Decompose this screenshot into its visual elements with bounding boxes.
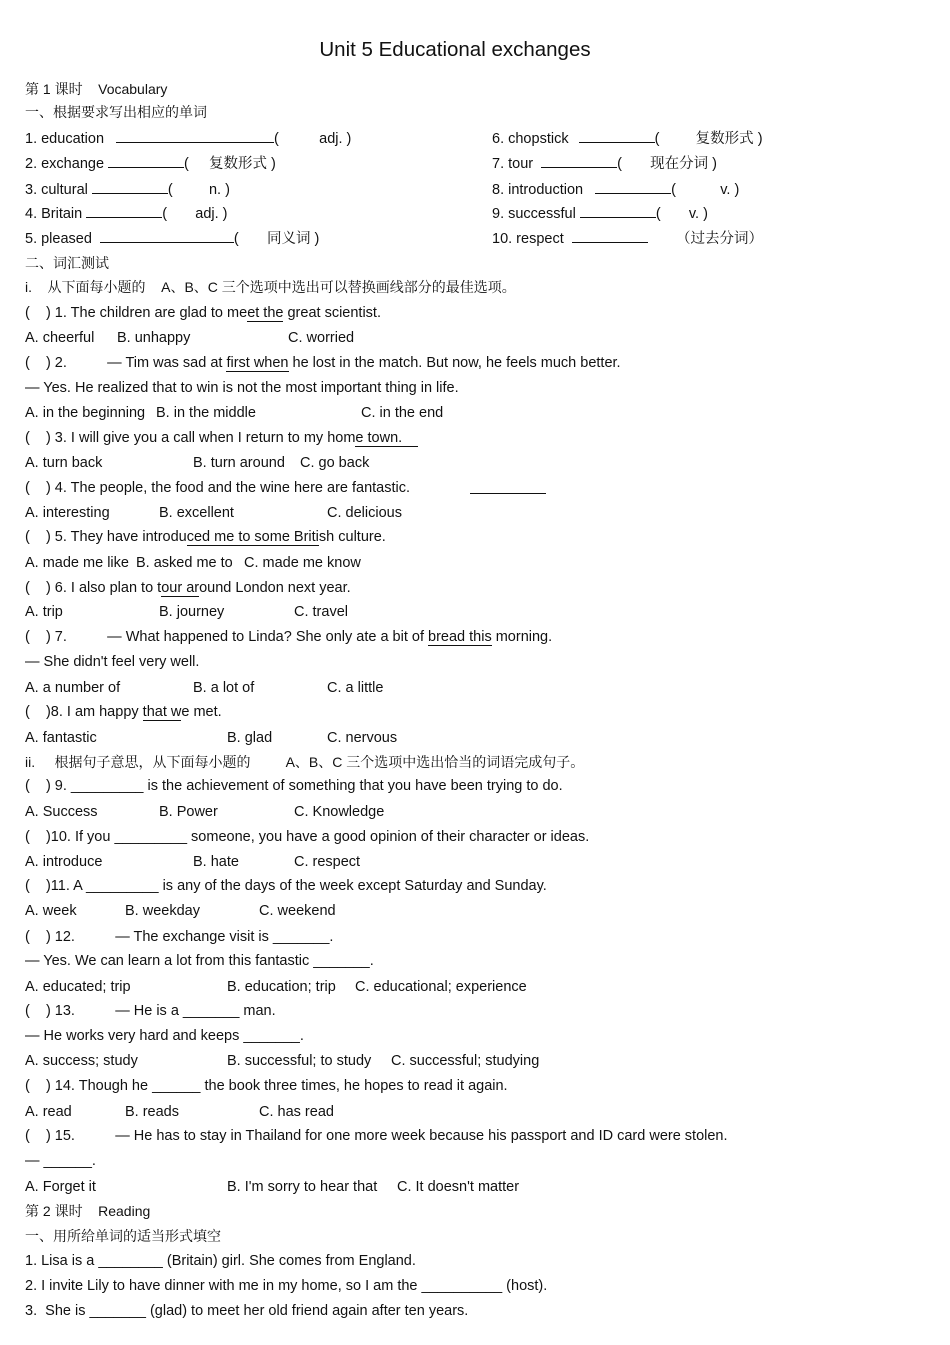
question-3: ( ) 3. I will give you a call when I return to my home town.	[25, 430, 419, 446]
page-title: Unit 5 Educational exchanges	[319, 38, 591, 61]
question-6: ( ) 6. I also plan to tour around London next year.	[25, 580, 351, 596]
part1-heading: 一、根据要求写出相应的单词	[25, 104, 207, 120]
lesson2-part1-heading: 一、用所给单词的适当形式填空	[25, 1228, 221, 1244]
question-5: ( ) 5. They have introduced me to some British culture.	[25, 529, 386, 545]
fill-item-3: 3. She is _______ (glad) to meet her old friend again after ten years.	[25, 1303, 469, 1319]
word-item-3: 3. cultural ( n. )	[25, 179, 230, 200]
question-13-reply: — He works very hard and keeps _______.	[25, 1028, 304, 1044]
question-14: ( ) 14. Though he ______ the book three times, he hopes to read it again.	[25, 1078, 508, 1094]
question-8: ( )8. I am happy that we met.	[25, 704, 222, 720]
word-item-7: 7. tour ( 现在分词 )	[492, 153, 717, 174]
question-12-reply: — Yes. We can learn a lot from this fantastic _______.	[25, 953, 374, 969]
part2-i-instructions: i. 从下面每小题的 A、B、C 三个选项中选出可以替换画线部分的最佳选项。	[25, 279, 516, 295]
fill-item-1: 1. Lisa is a ________ (Britain) girl. She comes from England.	[25, 1253, 416, 1269]
word-item-10: 10. respect （过去分词）	[492, 228, 763, 249]
word-item-2: 2. exchange ( 复数形式 )	[25, 153, 276, 174]
question-1: ( ) 1. The children are glad to meet the great scientist.	[25, 305, 381, 321]
question-10: ( )10. If you _________ someone, you have a good opinion of their character or ideas.	[25, 829, 590, 845]
question-13: ( ) 13. — He is a _______ man.	[25, 1003, 276, 1019]
question-12: ( ) 12. — The exchange visit is _______.	[25, 929, 334, 945]
part2-ii-instructions: ii. 根据句子意思，从下面每小题的 A、B、C 三个选项中选出恰当的词语完成句子。	[25, 754, 585, 770]
question-2-reply: — Yes. He realized that to win is not the most important thing in life.	[25, 380, 459, 396]
question-4: ( ) 4. The people, the food and the wine here are fantastic.	[25, 478, 410, 498]
question-15: ( ) 15. — He has to stay in Thailand for one more week because his passport and ID card were stolen.	[25, 1128, 728, 1144]
lesson1-heading: 第 1 课时 Vocabulary	[25, 81, 168, 97]
word-item-5: 5. pleased ( 同义词 )	[25, 228, 319, 249]
part2-heading: 二、词汇测试	[25, 255, 109, 271]
fill-item-2: 2. I invite Lily to have dinner with me in my home, so I am the __________ (host).	[25, 1278, 548, 1294]
lesson2-heading: 第 2 课时 Reading	[25, 1203, 151, 1219]
question-9: ( ) 9. _________ is the achievement of something that you have been trying to do.	[25, 778, 563, 794]
word-item-6: 6. chopstick ( 复数形式 )	[492, 128, 763, 149]
word-item-9: 9. successful ( v. )	[492, 203, 708, 224]
question-7: ( ) 7. — What happened to Linda? She only ate a bit of bread this morning.	[25, 629, 553, 645]
question-15-reply: — ______.	[25, 1153, 96, 1169]
question-11: ( )11. A _________ is any of the days of the week except Saturday and Sunday.	[25, 878, 547, 894]
word-item-1: 1. education ( adj. )	[25, 128, 351, 149]
word-item-4: 4. Britain ( adj. )	[25, 203, 228, 224]
question-7-reply: — She didn't feel very well.	[25, 654, 200, 670]
question-2: ( ) 2. — Tim was sad at first when he lost in the match. But now, he feels much better.	[25, 355, 621, 371]
word-item-8: 8. introduction ( v. )	[492, 179, 739, 200]
